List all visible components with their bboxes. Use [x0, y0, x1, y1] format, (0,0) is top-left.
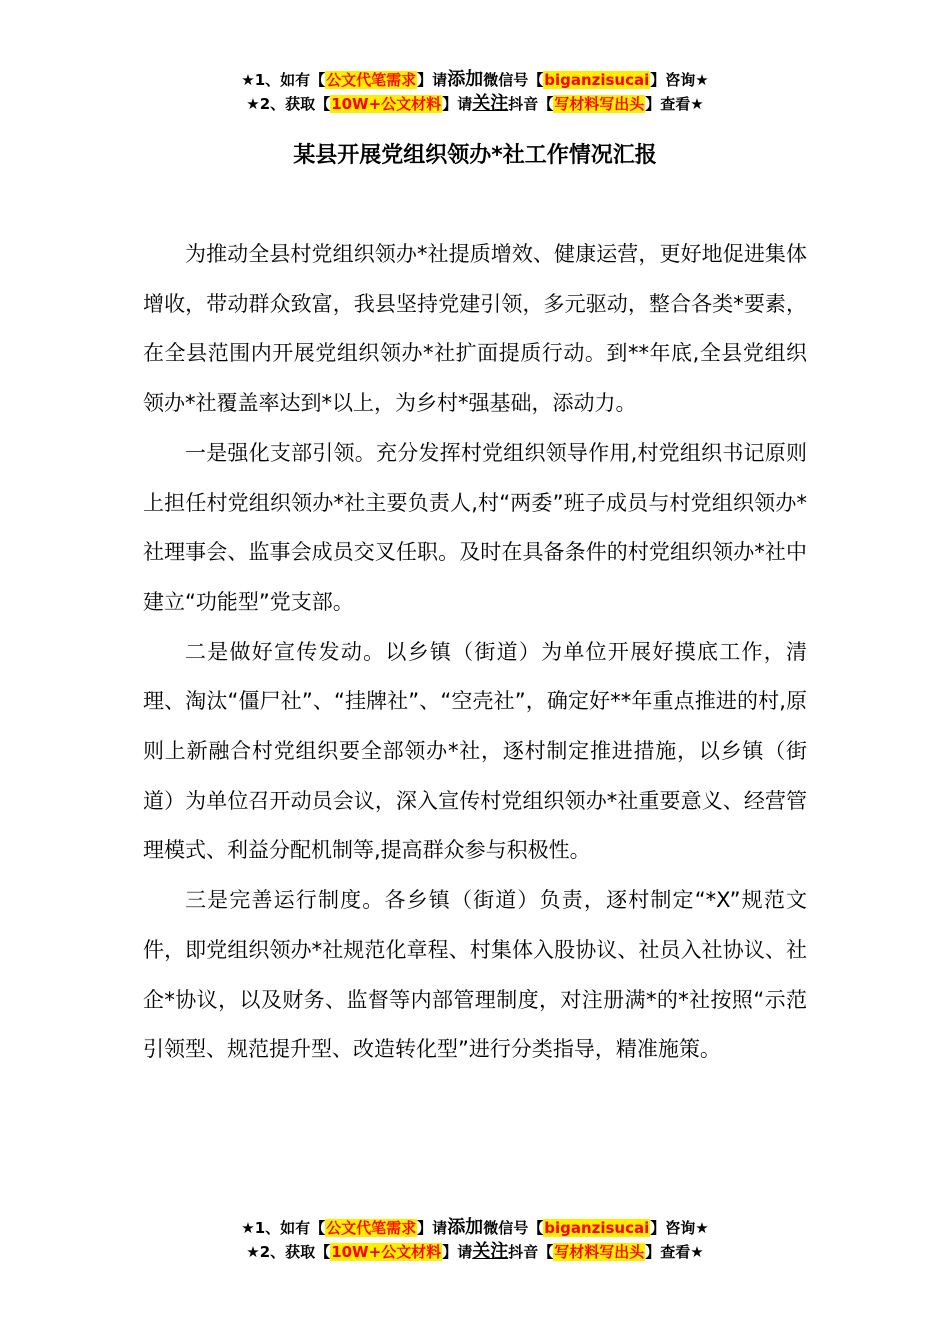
banner-line-1 — [0, 68, 950, 92]
document-title: 某县开展党组织领办*社工作情况汇报 — [293, 143, 657, 168]
banner-text: 微信号【 — [483, 1219, 544, 1237]
banner-text: 抖音【 — [508, 95, 554, 113]
emphasis-text: 关注 — [472, 1241, 509, 1262]
banner-text: 】请 — [442, 1243, 473, 1261]
intro-paragraph: 为推动全县村党组织领办*社提质增效、健康运营，更好地促进集体增收，带动群众致富，我县坚持党建引领，多元驱动，整合各类*要素，在全县范围内开展党组织领办*社扩面提质行动。到**年底,全县党组织领办*社覆盖率达到*以上，为乡村*强基础，添动力。 — [143, 242, 807, 416]
banner-text: 】咨询★ — [650, 71, 709, 89]
highlight-text: biganzisucai — [544, 71, 650, 89]
banner-text: ★1、如有【 — [241, 1219, 326, 1237]
highlight-text: 写材料写出头 — [554, 1243, 645, 1261]
banner-text: 】查看★ — [645, 1243, 704, 1261]
banner-text: 抖音【 — [508, 1243, 554, 1261]
highlight-text: 公文代笔需求 — [326, 71, 417, 89]
banner-text: ★1、如有【 — [241, 71, 326, 89]
document-body — [143, 230, 807, 1075]
banner-text: 】请 — [442, 95, 473, 113]
banner-line-2 — [0, 92, 950, 116]
emphasis-text: 添加 — [447, 1217, 484, 1238]
paragraph-2: 二是做好宣传发动。以乡镇（街道）为单位开展好摸底工作，清理、淘汰“僵尸社”、“挂牌社”、“空壳社”，确定好**年重点推进的村,原则上新融合村党组织要全部领办*社，逐村制定推进措施，以乡镇（街道）为单位召开动员会议，深入宣传村党组织领办*社重要意义、经营管理模式、利益分配机制等,提高群众参与积极性。 — [143, 639, 807, 863]
highlight-text: 写材料写出头 — [554, 95, 645, 113]
highlight-text: biganzisucai — [544, 1219, 650, 1237]
banner-text: ★2、获取【 — [246, 1243, 331, 1261]
bottom-banner — [0, 1216, 950, 1264]
emphasis-text: 关注 — [472, 93, 509, 114]
banner-text: 】咨询★ — [650, 1219, 709, 1237]
paragraph-1: 一是强化支部引领。充分发挥村党组织领导作用,村党组织书记原则上担任村党组织领办*社主要负责人,村“两委”班子成员与村党组织领办*社理事会、监事会成员交叉任职。及时在具备条件的村党组织领办*社中建立“功能型”党支部。 — [143, 440, 807, 614]
highlight-text: 10W+公文材料 — [331, 1243, 442, 1261]
emphasis-text: 添加 — [447, 69, 484, 90]
banner-text: ★2、获取【 — [246, 95, 331, 113]
banner-text: 微信号【 — [483, 71, 544, 89]
banner-text: 】请 — [417, 1219, 448, 1237]
top-banner — [0, 68, 950, 116]
highlight-text: 10W+公文材料 — [331, 95, 442, 113]
banner-line-2 — [0, 1240, 950, 1264]
banner-text: 】查看★ — [645, 95, 704, 113]
paragraph-3: 三是完善运行制度。各乡镇（街道）负责，逐村制定“*X”规范文件，即党组织领办*社规范化章程、村集体入股协议、社员入社协议、社企*协议，以及财务、监督等内部管理制度，对注册满*的*社按照“示范引领型、规范提升型、改造转化型”进行分类指导，精准施策。 — [143, 888, 807, 1062]
banner-line-1 — [0, 1216, 950, 1240]
highlight-text: 公文代笔需求 — [326, 1219, 417, 1237]
banner-text: 】请 — [417, 71, 448, 89]
